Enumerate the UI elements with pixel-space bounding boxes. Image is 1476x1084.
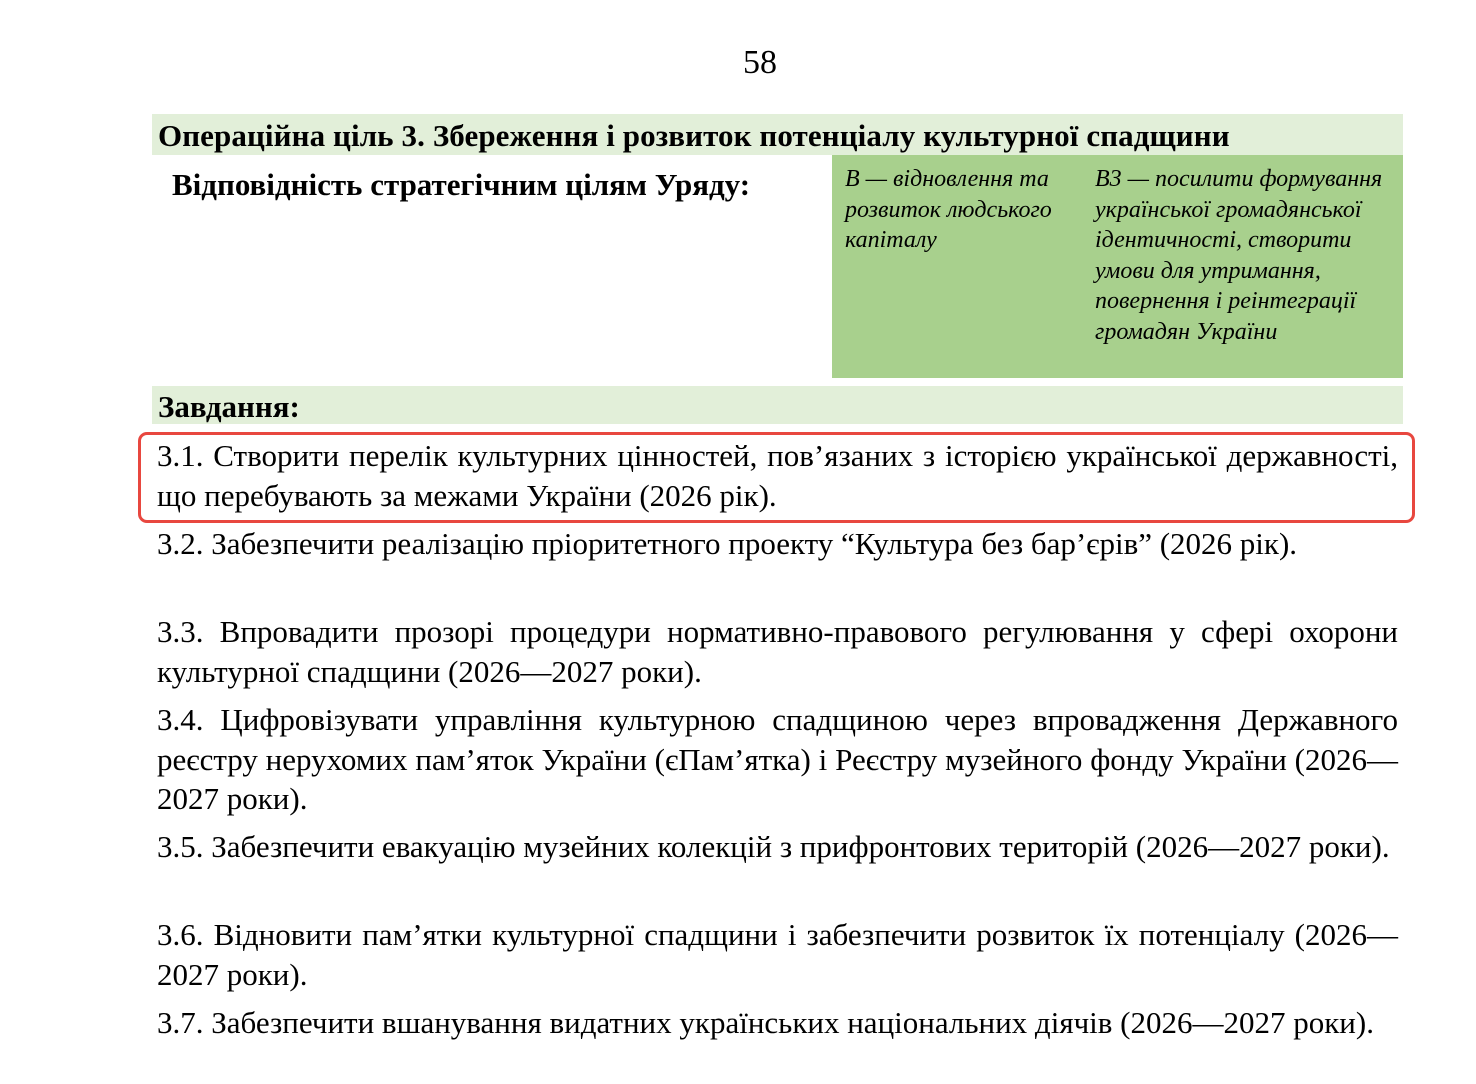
strategic-goal-b: В — відновлення та розвиток людського капіталу — [845, 166, 1052, 253]
tasks-heading: Завдання: — [152, 386, 1403, 424]
operational-goal-title: Операційна ціль 3. Збереження і розвиток потенціалу культурної спадщини — [152, 114, 1403, 155]
government-goals-alignment-label: Відповідність стратегічним цілям Уряду: — [172, 167, 751, 202]
task-highlight-box — [138, 432, 1415, 523]
task-3-4: 3.4. Цифровізувати управління культурною спадщиною через впровадження Державного реєстру нерухомих пам’яток України (єПам’ятка) і Реєстру музейного фонду України (2026—2027 роки). — [157, 702, 1398, 816]
page-number: 58 — [743, 44, 777, 81]
task-3-6: 3.6. Відновити пам’ятки культурної спадщини і забезпечити розвиток їх потенціалу (2026—2027 роки). — [157, 917, 1398, 992]
task-3-5: 3.5. Забезпечити евакуацію музейних колекцій з прифронтових територій (2026—2027 роки). — [157, 829, 1390, 864]
strategic-goal-b3: В3 — посилити формування української громадянської ідентичності, створити умови для утримання, повернення і реінтеграції громадян України — [1095, 166, 1383, 345]
task-3-2: 3.2. Забезпечити реалізацію пріоритетного проекту “Культура без бар’єрів” (2026 рік). — [157, 526, 1298, 561]
task-3-3: 3.3. Впровадити прозорі процедури нормативно-правового регулювання у сфері охорони культурної спадщини (2026—2027 роки). — [157, 614, 1398, 689]
task-3-1: 3.1. Створити перелік культурних цінностей, пов’язаних з історією української державності, що перебувають за межами України (2026 рік). — [157, 438, 1398, 513]
task-3-7: 3.7. Забезпечити вшанування видатних українських національних діячів (2026—2027 роки). — [157, 1005, 1374, 1040]
